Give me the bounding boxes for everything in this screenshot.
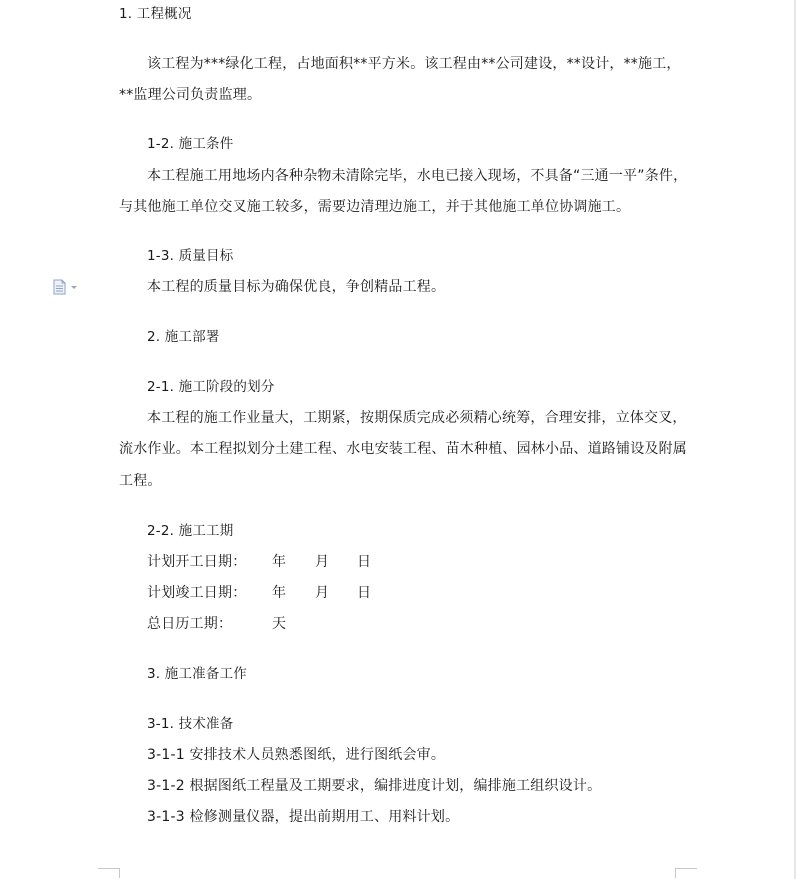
document-icon-graphic (53, 279, 79, 295)
schedule-total-label: 总日历工期： (147, 616, 233, 632)
paragraph-line: 流水作业。本工程拟划分土建工程、水电安装工程、苗木种植、园林小品、道路铺设及附属 (119, 441, 687, 457)
schedule-end-day: 日 (357, 585, 372, 601)
dropdown-arrow-icon (71, 286, 77, 289)
schedule-end-year: 年 (272, 585, 287, 601)
schedule-end-label: 计划竣工日期： (147, 585, 247, 601)
schedule-total-unit: 天 (272, 616, 287, 632)
paragraph-line: 工程。 (119, 473, 162, 489)
section-heading-1-2: 1-2. 施工条件 (147, 136, 234, 152)
paragraph-line: 本工程的质量目标为确保优良，争创精品工程。 (147, 279, 446, 295)
schedule-start-day: 日 (357, 554, 372, 570)
section-heading-3-1: 3-1. 技术准备 (147, 716, 234, 732)
paragraph-line: 本工程的施工作业量大，工期紧，按期保质完成必须精心统筹，合理安排，立体交叉， (147, 410, 687, 426)
document-icon[interactable] (53, 279, 79, 295)
schedule-end-month: 月 (315, 585, 330, 601)
section-heading-3: 3. 施工准备工作 (147, 666, 247, 682)
section-heading-2-2: 2-2. 施工工期 (147, 523, 234, 539)
list-item: 3-1-3 检修测量仪器，提出前期用工、用料计划。 (147, 809, 460, 825)
list-item: 3-1-1 安排技术人员熟悉图纸，进行图纸会审。 (147, 747, 446, 763)
section-heading-2-1: 2-1. 施工阶段的划分 (147, 379, 275, 395)
schedule-start-year: 年 (272, 554, 287, 570)
section-heading-2: 2. 施工部署 (147, 329, 220, 345)
page-corner-mark-left (97, 868, 120, 878)
section-heading-1: 1. 工程概况 (119, 6, 192, 22)
paragraph-line: **监理公司负责监理。 (119, 87, 262, 103)
schedule-start-label: 计划开工日期： (147, 554, 247, 570)
section-heading-1-3: 1-3. 质量目标 (147, 248, 234, 264)
schedule-start-month: 月 (315, 554, 330, 570)
paragraph-line: 与其他施工单位交叉施工较多，需要边清理边施工，并于其他施工单位协调施工。 (119, 199, 631, 215)
paragraph-line: 本工程施工用地场内各种杂物未清除完毕，水电已接入现场，不具备“三通一平”条件， (147, 168, 688, 184)
page-corner-mark-right (675, 868, 698, 878)
list-item: 3-1-2 根据图纸工程量及工期要求，编排进度计划，编排施工组织设计。 (147, 778, 602, 794)
paragraph-line: 该工程为***绿化工程，占地面积**平方米。该工程由**公司建设，**设计，**施工， (147, 56, 681, 72)
